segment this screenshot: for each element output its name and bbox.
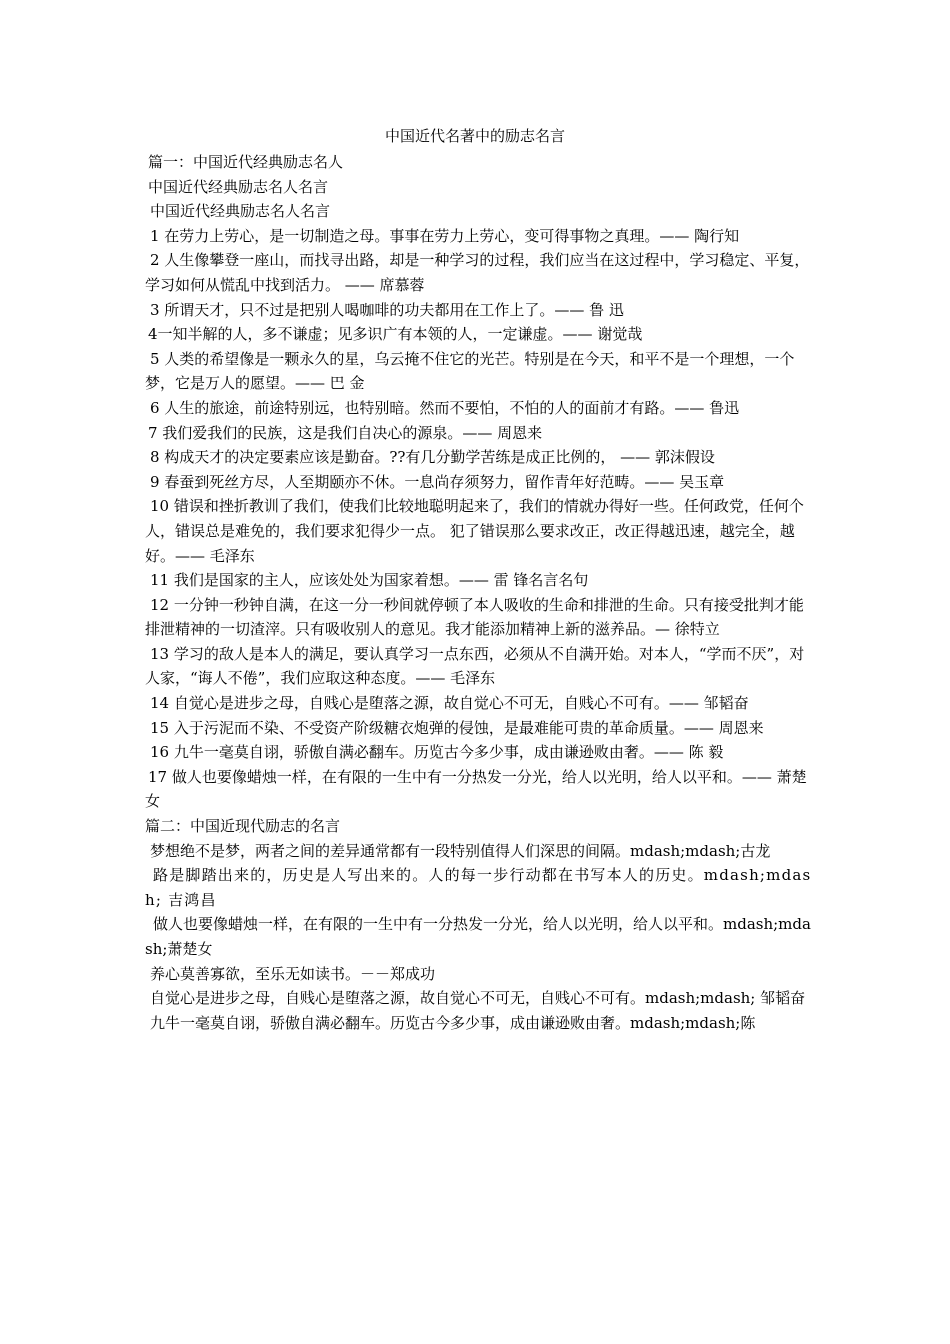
paragraph: 2 人生像攀登一座山，而找寻出路，却是一种学习的过程，我们应当在这过程中，学习稳定、平复，学习如何从慌乱中找到活力。 —— 席慕蓉 — [145, 251, 810, 294]
paragraph: 做人也要像蜡烛一样，在有限的一生中有一分热发一分光，给人以光明，给人以平和。mdash;mdash;萧楚女 — [145, 915, 811, 958]
paragraph: 1 在劳力上劳心，是一切制造之母。事事在劳力上劳心，变可得事物之真理。—— 陶行知 — [150, 226, 740, 245]
paragraph: 3 所谓天才，只不过是把别人喝咖啡的功夫都用在工作上了。—— 鲁 迅 — [150, 300, 624, 319]
paragraph: 10 错误和挫折教训了我们，使我们比较地聪明起来了，我们的情就办得好一些。任何政党，任何个人，错误总是难免的，我们要求犯得少一点。 犯了错误那么要求改正，改正得越迅速，越完全，越好。—— 毛泽东 — [145, 497, 804, 565]
paragraph: 5 人类的希望像是一颗永久的星，乌云掩不住它的光芒。特别是在今天，和平不是一个理想，一个梦，它是万人的愿望。—— 巴 金 — [145, 349, 795, 393]
paragraph: 中国近代经典励志名人名言 — [148, 177, 329, 196]
paragraph: 8 构成天才的决定要素应该是勤奋。??有几分勤学苦练是成正比例的， —— 郭沫假设 — [150, 448, 715, 467]
paragraph: 九牛一毫莫自诩，骄傲自满必翻车。历览古今多少事，成由谦逊败由奢。mdash;mdash;陈 — [150, 1013, 756, 1032]
paragraph: 16 九牛一毫莫自诩，骄傲自满必翻车。历览古今多少事，成由谦逊败由奢。—— 陈 毅 — [150, 743, 724, 762]
paragraph: 15 入于污泥而不染、不受资产阶级糖衣炮弹的侵蚀，是最难能可贵的革命质量。—— 周恩来 — [150, 718, 764, 737]
paragraph: 中国近代经典励志名人名言 — [150, 202, 331, 221]
paragraph: 梦想绝不是梦，两者之间的差异通常都有一段特别值得人们深思的间隔。mdash;mdash;古龙 — [150, 841, 771, 860]
paragraph: 养心莫善寡欲，至乐无如读书。－－郑成功 — [150, 964, 436, 983]
paragraph: 14 自觉心是进步之母，自贱心是堕落之源，故自觉心不可无，自贱心不可有。—— 邹韬奋 — [150, 694, 749, 713]
paragraph: 6 人生的旅途，前途特别远，也特别暗。然而不要怕，不怕的人的面前才有路。—— 鲁迅 — [150, 398, 740, 417]
paragraph: 4一知半解的人，多不谦虚；见多识广有本领的人，一定谦虚。—— 谢觉哉 — [148, 325, 643, 344]
document-body — [145, 150, 815, 1035]
paragraph: 13 学习的敌人是本人的满足，要认真学习一点东西，必须从不自满开始。对本人，“学而不厌”，对人家，“诲人不倦”，我们应取这种态度。—— 毛泽东 — [145, 644, 805, 688]
document-title: 中国近代名著中的励志名言 — [384, 127, 565, 145]
paragraph: 9 春蚕到死丝方尽，人至期颐亦不休。一息尚存须努力，留作青年好范畴。—— 吴玉章 — [150, 472, 725, 491]
paragraph: 自觉心是进步之母，自贱心是堕落之源，故自觉心不可无，自贱心不可有。mdash;mdash; 邹韬奋 — [150, 989, 806, 1008]
paragraph: 11 我们是国家的主人，应该处处为国家着想。—— 雷 锋名言名句 — [150, 571, 589, 590]
paragraph: 路是脚踏出来的，历史是人写出来的。人的每一步行动都在书写本人的历史。mdash;mdash; 吉鸿昌 — [145, 866, 812, 909]
paragraph: 7 我们爱我们的民族，这是我们自决心的源泉。—— 周恩来 — [148, 423, 543, 442]
paragraph: 篇二：中国近现代励志的名言 — [145, 817, 341, 836]
paragraph: 篇一：中国近代经典励志名人 — [148, 153, 344, 171]
paragraph: 12 一分钟一秒钟自满，在这一分一秒间就停顿了本人吸收的生命和排泄的生命。只有接受批判才能排泄精神的一切渣滓。只有吸收别人的意见。我才能添加精神上新的滋养品。— 徐特立 — [145, 595, 804, 639]
paragraph: 17 做人也要像蜡烛一样，在有限的一生中有一分热发一分光，给人以光明，给人以平和。—— 萧楚女 — [145, 767, 807, 811]
